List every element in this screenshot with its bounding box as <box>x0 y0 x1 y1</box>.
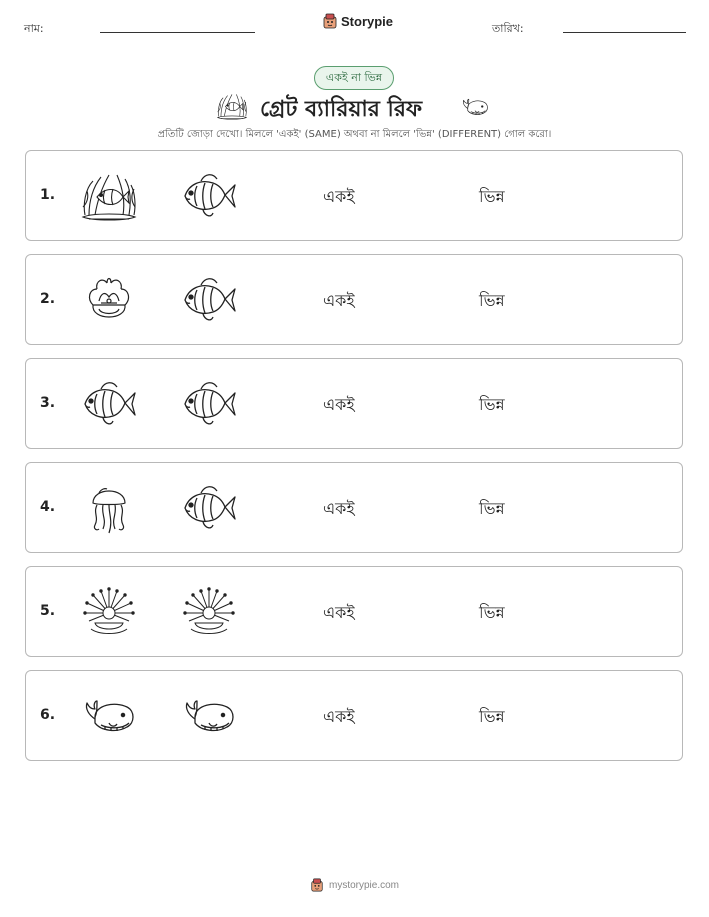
question-row-1 <box>25 150 683 241</box>
jellyfish-icon <box>79 479 139 537</box>
storypie-mascot-icon <box>310 878 324 892</box>
sea-anemone-icon <box>179 583 239 641</box>
question-row-2 <box>25 254 683 345</box>
footer <box>0 878 709 892</box>
fish-icon <box>179 271 239 329</box>
title-row <box>0 90 709 124</box>
clam-icon <box>79 271 139 329</box>
fish-icon <box>179 479 239 537</box>
question-number: 4. <box>40 499 56 515</box>
footer-url[interactable]: mystorypie.com <box>328 879 399 891</box>
brand-name: Storypie <box>341 13 394 29</box>
name-line[interactable] <box>100 32 255 33</box>
question-number: 2. <box>40 291 56 307</box>
same-option[interactable]: একই <box>323 291 355 310</box>
coral-icon <box>79 167 139 225</box>
fish-icon <box>179 375 239 433</box>
instructions: প্রতিটি জোড়া দেখো। মিললে 'একই' (SAME) অথবা না মিললে 'ভিন্ন' (DIFFERENT) গোল করো। <box>157 129 552 140</box>
sea-anemone-icon <box>79 583 139 641</box>
question-number: 1. <box>40 187 56 203</box>
storypie-mascot-icon <box>322 13 338 29</box>
question-number: 5. <box>40 603 56 619</box>
different-option[interactable]: ভিন্ন <box>479 187 505 206</box>
fish-icon <box>179 167 239 225</box>
different-option[interactable]: ভিন্ন <box>479 707 505 726</box>
whale-icon <box>459 92 491 122</box>
activity-badge: একই না ভিন্ন <box>314 66 394 90</box>
date-label: তারিখ: <box>492 22 524 35</box>
fish-icon <box>79 375 139 433</box>
name-label: নাম: <box>24 22 44 35</box>
brand-logo <box>322 13 393 29</box>
question-number: 3. <box>40 395 56 411</box>
question-row-4 <box>25 462 683 553</box>
same-option[interactable]: একই <box>323 499 355 518</box>
whale-icon <box>79 687 139 745</box>
question-number: 6. <box>40 707 56 723</box>
question-row-3 <box>25 358 683 449</box>
different-option[interactable]: ভিন্ন <box>479 499 505 518</box>
same-option[interactable]: একই <box>323 395 355 414</box>
same-option[interactable]: একই <box>323 187 355 206</box>
question-row-5 <box>25 566 683 657</box>
same-option[interactable]: একই <box>323 707 355 726</box>
date-line[interactable] <box>563 32 686 33</box>
different-option[interactable]: ভিন্ন <box>479 395 505 414</box>
coral-icon <box>215 90 249 122</box>
same-option[interactable]: একই <box>323 603 355 622</box>
different-option[interactable]: ভিন্ন <box>479 603 505 622</box>
question-row-6 <box>25 670 683 761</box>
different-option[interactable]: ভিন্ন <box>479 291 505 310</box>
page-title: গ্রেট ব্যারিয়ার রিফ <box>260 97 423 122</box>
whale-icon <box>179 687 239 745</box>
